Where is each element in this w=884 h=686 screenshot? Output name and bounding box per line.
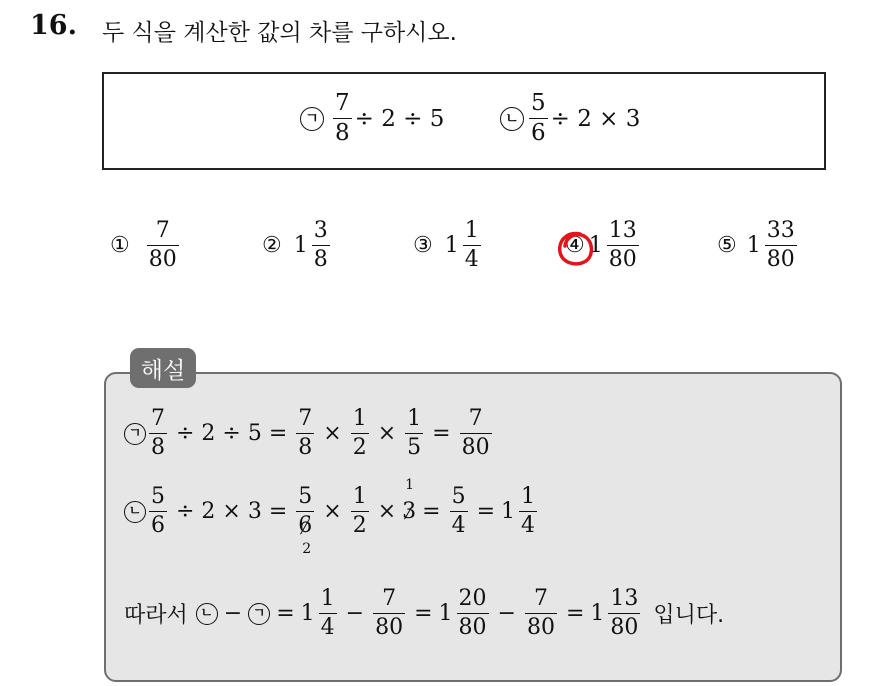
choice-label: ④ bbox=[565, 233, 585, 258]
circled-giyeok-marker: ㄱ bbox=[248, 603, 270, 625]
solution-line-1: ㄱ $\frac{7}{8}$ ÷ 2 ÷ 5 = $\frac{7}{8}$ × $\frac{1}{2}$ × $\frac{1}{5}$ = $\frac{7}{80}$ bbox=[124, 408, 495, 459]
cancelled-number bbox=[402, 477, 417, 524]
choice-2[interactable]: ② 1 $\frac{3}{8}$ bbox=[262, 218, 328, 272]
solution-prefix: 따라서 bbox=[124, 603, 188, 628]
solution-line-2: ㄴ $\frac{5}{6}$ ÷ 2 × 3 = 5 6 2 × $\frac{1}{2}$ × 1 3 = $\frac{5}{4}$ = 1 $\frac{1}{4}$ bbox=[124, 486, 540, 537]
fraction: $\frac{7}{80}$ bbox=[526, 586, 555, 640]
selected-answer-circle-mark bbox=[556, 228, 596, 268]
expression-operators: ÷ 2 ÷ 5 bbox=[354, 105, 445, 132]
fraction: $\frac{7}{80}$ bbox=[375, 586, 404, 640]
expression-a bbox=[300, 92, 444, 145]
choice-5[interactable]: ⑤ 1 $\frac{33}{80}$ bbox=[717, 218, 795, 272]
cancelled-digit: 6 bbox=[298, 513, 313, 538]
choice-fraction: $\frac{33}{80}$ bbox=[766, 218, 795, 272]
cancelled-digit: 3 bbox=[402, 499, 417, 524]
choice-fraction: $\frac{1}{4}$ bbox=[464, 218, 479, 272]
circled-giyeok-marker: ㄱ bbox=[124, 423, 146, 445]
expression-operators: ÷ 2 × 3 bbox=[550, 105, 641, 132]
solution-suffix: 입니다. bbox=[653, 603, 725, 628]
choice-3[interactable]: ③ 1 $\frac{1}{4}$ bbox=[413, 218, 479, 272]
fraction: $\frac{5}{6}$ bbox=[531, 90, 546, 146]
choice-fraction: $\frac{3}{8}$ bbox=[313, 218, 328, 272]
circled-nieun-marker: ㄴ bbox=[124, 501, 146, 523]
circled-nieun-marker: ㄴ bbox=[500, 107, 524, 131]
choice-label: ⑤ bbox=[717, 233, 737, 258]
circled-giyeok-marker: ㄱ bbox=[300, 107, 324, 131]
choice-fraction: $\frac{13}{80}$ bbox=[608, 218, 637, 272]
cancelled-fraction: 5 6 2 bbox=[298, 484, 313, 557]
fraction: $\frac{5}{6}$ bbox=[151, 484, 165, 538]
choice-1[interactable] bbox=[110, 220, 182, 271]
reduced-digit: 1 bbox=[405, 477, 415, 493]
choice-4[interactable]: ④ 1 $\frac{13}{80}$ bbox=[565, 218, 637, 272]
question-number: 16. bbox=[30, 10, 77, 41]
fraction: $\frac{1}{4}$ bbox=[521, 484, 536, 538]
choice-label: ③ bbox=[413, 233, 433, 258]
circled-nieun-marker: ㄴ bbox=[196, 603, 218, 625]
fraction: $\frac{7}{8}$ bbox=[151, 406, 165, 460]
expression-b bbox=[500, 92, 640, 145]
fraction: $\frac{13}{80}$ bbox=[610, 586, 639, 640]
choice-label: ② bbox=[262, 233, 282, 258]
fraction: $\frac{20}{80}$ bbox=[458, 586, 487, 640]
question-text: 두 식을 계산한 값의 차를 구하시오. bbox=[102, 20, 457, 46]
fraction: $\frac{7}{8}$ bbox=[298, 406, 313, 460]
given-box bbox=[102, 72, 826, 170]
solution-tag: 해설 bbox=[130, 348, 196, 388]
fraction: $\frac{5}{4}$ bbox=[451, 484, 466, 538]
fraction: $\frac{1}{2}$ bbox=[352, 484, 367, 538]
reduced-digit: 2 bbox=[302, 541, 312, 557]
choice-label: ① bbox=[110, 233, 130, 258]
fraction: $\frac{7}{8}$ bbox=[335, 90, 350, 146]
fraction: $\frac{7}{80}$ bbox=[461, 406, 490, 460]
solution-line-3: 따라서 ㄴ − ㄱ = 1 $\frac{1}{4}$ − $\frac{7}{80}$ = 1 $\frac{20}{80}$ − $\frac{7}{80}$ = 1 $\frac{13}{80}$ 입니다. bbox=[124, 586, 725, 640]
fraction: $\frac{1}{4}$ bbox=[320, 586, 335, 640]
fraction: $\frac{1}{2}$ bbox=[352, 406, 367, 460]
choice-fraction: $\frac{7}{80}$ bbox=[148, 218, 177, 272]
fraction: $\frac{1}{5}$ bbox=[407, 406, 422, 460]
